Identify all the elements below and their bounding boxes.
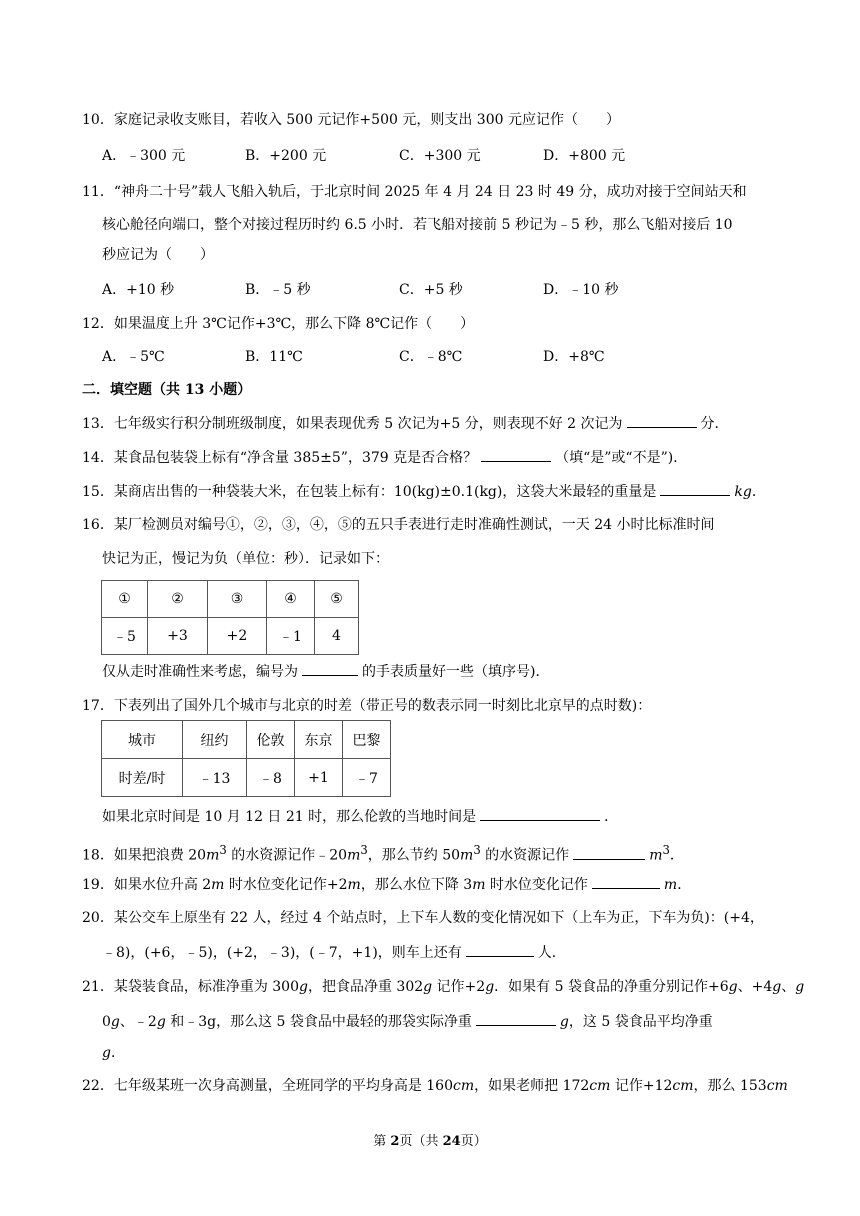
q19-text: 19．如果水位升高 2 (82, 877, 212, 893)
unit: m (649, 847, 663, 864)
table-header-cell: 伦敦 (247, 721, 295, 759)
exponent: 3 (473, 843, 481, 857)
answer-blank[interactable] (573, 845, 645, 860)
exponent: 3 (219, 843, 227, 857)
q21-text: ，这 5 袋食品平均净重 (568, 1014, 713, 1030)
question-14 (82, 447, 687, 468)
question-16-line-1: 16．某厂检测员对编号①，②，③，④，⑤的五只手表进行走时准确性测试，一天 24 小时比标准时间 (82, 517, 715, 533)
q22-text: ，那么 153 (693, 1078, 767, 1094)
unit: cm (766, 1078, 788, 1094)
q12-option-a: A．﹣5℃ (102, 349, 165, 365)
question-13 (82, 413, 729, 434)
q18-text: 的水资源记作﹣20 (226, 847, 348, 864)
unit: m (472, 877, 486, 893)
table-cell: +2 (208, 618, 267, 655)
footer-text: 页（共 (399, 1134, 443, 1149)
unit: cm (589, 1078, 611, 1094)
q11-option-a: A．+10 秒 (102, 282, 175, 298)
unit: g (728, 979, 738, 995)
q17-text-after: ． (604, 809, 619, 825)
q21-text: 、﹣2 (119, 1014, 157, 1030)
page-footer (0, 1130, 860, 1149)
question-11-line-2: 核心舱径向端口，整个对接过程历时约 6.5 小时．若飞船对接前 5 秒记为﹣5 秒，那么飞船对接后 10 (102, 217, 733, 233)
q18-text: 18．如果把浪费 20 (82, 847, 207, 864)
q10-option-c: C．+300 元 (399, 148, 481, 164)
table-cell: ﹣8 (247, 759, 295, 797)
watch-error-table (101, 580, 359, 655)
table-header-cell: 巴黎 (343, 721, 391, 759)
page-total: 24 (442, 1134, 461, 1149)
q21-text: ．如果有 5 袋食品的净重分别记作+6 (494, 979, 729, 995)
unit: g (485, 979, 495, 995)
q16-text-before: 仅从走时准确性来考虑，编号为 (102, 664, 298, 680)
q18-text: 的水资源记作 (480, 847, 570, 864)
q22-text: ，如果老师把 172 (474, 1078, 590, 1094)
unit: m (206, 847, 220, 864)
question-10 (82, 110, 620, 130)
unit: g (795, 979, 805, 995)
table-cell: ﹣13 (183, 759, 247, 797)
q10-option-b: B．+200 元 (245, 148, 327, 164)
question-21-line-1 (82, 977, 804, 997)
unit: g (110, 1014, 120, 1030)
q19-text: ，那么水位下降 3 (360, 877, 473, 893)
q15-text-before: 15．某商店出售的一种袋装大米，在包装上标有：10(kg)±0.1(kg)，这袋大米最轻的重量是 (82, 484, 657, 500)
q21-text: 和﹣3g，那么这 5 袋食品中最轻的那袋实际净重 (165, 1014, 472, 1030)
q10-option-a: A．﹣300 元 (102, 148, 186, 164)
question-17-line-2 (102, 806, 618, 827)
q15-period: ． (751, 484, 766, 500)
unit: m (663, 877, 678, 893)
q14-text-after: （填“是”或“不是”)． (555, 450, 688, 466)
table-cell: ﹣1 (267, 618, 315, 655)
table-header-cell: 纽约 (183, 721, 247, 759)
q20-text-after: 人． (537, 945, 566, 961)
q13-text-before: 13．七年级实行积分制班级制度，如果表现优秀 5 次记为+5 分，则表现不好 2 次记为 (82, 416, 623, 432)
table-header-cell: ② (148, 581, 208, 618)
q11-option-d: D．﹣10 秒 (543, 282, 619, 298)
answer-blank[interactable] (660, 481, 730, 496)
exponent: 3 (360, 843, 368, 857)
time-difference-table (101, 720, 391, 797)
answer-blank[interactable] (480, 806, 600, 821)
q18-period: ． (669, 847, 684, 864)
question-18 (82, 840, 684, 866)
section-2-heading: 二．填空题（共 13 小题） (82, 382, 252, 398)
answer-blank[interactable] (592, 874, 660, 889)
q11-option-b: B．﹣5 秒 (245, 282, 311, 298)
unit: g (559, 1014, 569, 1030)
table-cell: ﹣5 (102, 618, 148, 655)
q12-option-b: B．11℃ (245, 349, 303, 365)
table-header-cell: ① (102, 581, 148, 618)
question-20-line-2 (102, 942, 566, 963)
page-number: 2 (390, 1134, 400, 1149)
q19-period: ． (677, 877, 692, 893)
table-cell: 4 (315, 618, 359, 655)
unit: g (299, 979, 308, 995)
footer-text: 第 (373, 1134, 391, 1149)
unit: m (460, 847, 474, 864)
q12-option-d: D．+8℃ (543, 349, 605, 365)
unit: m (211, 877, 225, 893)
answer-blank[interactable] (466, 942, 534, 957)
unit: g (102, 1045, 111, 1061)
q21-text: 记作+2 (432, 979, 486, 995)
unit: m (347, 877, 361, 893)
question-21-line-2 (102, 1011, 713, 1032)
table-header-cell: ⑤ (315, 581, 359, 618)
q19-text: 时水位变化记作+2 (224, 877, 348, 893)
table-cell: +1 (295, 759, 343, 797)
q21-text: 0 (102, 1014, 111, 1030)
question-21-line-3 (102, 1043, 125, 1063)
q13-text-after: 分． (700, 416, 729, 432)
question-11-line-3: 秒应记为（ ） (102, 247, 214, 263)
question-22-line-1 (82, 1076, 788, 1096)
answer-blank[interactable] (302, 661, 358, 676)
question-17-line-1: 17．下表列出了国外几个城市与北京的时差（带正号的数表示同一时刻比北京早的点时数)： (82, 698, 652, 714)
table-header-cell: 城市 (102, 721, 183, 759)
unit: g (156, 1014, 166, 1030)
q20-text-before: ﹣8)，(+6，﹣5)，(+2，﹣3)，(﹣7，+1)，则车上还有 (102, 945, 462, 961)
q17-text-before: 如果北京时间是 10 月 12 日 21 时，那么伦敦的当地时间是 (102, 809, 477, 825)
question-15 (82, 481, 766, 502)
q11-option-c: C．+5 秒 (399, 282, 463, 298)
table-header-cell: ④ (267, 581, 315, 618)
q21-text: ，把食品净重 302 (307, 979, 424, 995)
table-cell: +3 (148, 618, 208, 655)
table-header-cell: 东京 (295, 721, 343, 759)
answer-blank[interactable] (476, 1011, 556, 1026)
unit: g (772, 979, 782, 995)
question-11-line-1: 11．“神舟二十号”载人飞船入轨后，于北京时间 2025 年 4 月 24 日 23 时 49 分，成功对接于空间站天和 (82, 184, 747, 200)
q21-text: 、+4 (737, 979, 773, 995)
q21-text: 21．某袋装食品，标准净重为 300 (82, 979, 299, 995)
unit: cm (453, 1078, 475, 1094)
table-cell: 时差/时 (102, 759, 183, 797)
q16-text-after: 的手表质量好一些（填序号)． (362, 664, 550, 680)
q22-text: 22．七年级某班一次身高测量，全班同学的平均身高是 160 (82, 1078, 453, 1094)
answer-blank[interactable] (481, 447, 551, 462)
answer-blank[interactable] (627, 413, 697, 428)
q10-option-d: D．+800 元 (543, 148, 626, 164)
q12-option-c: C．﹣8℃ (399, 349, 463, 365)
question-12: 12．如果温度上升 3℃记作+3℃，那么下降 8℃记作（ ） (82, 316, 475, 332)
question-19 (82, 874, 691, 895)
question-16-line-3 (102, 661, 549, 682)
q22-text: 记作+12 (610, 1078, 673, 1094)
q15-unit: kg (734, 484, 752, 500)
q19-text: 时水位变化记作 (485, 877, 588, 893)
q21-text: 、 (781, 979, 796, 995)
exponent: 3 (662, 843, 670, 857)
question-16-line-2: 快记为正，慢记为负（单位：秒）．记录如下： (102, 551, 389, 567)
footer-text: 页） (460, 1134, 487, 1149)
unit: cm (672, 1078, 694, 1094)
table-cell: ﹣7 (343, 759, 391, 797)
q14-text-before: 14．某食品包装袋上标有“净含量 385±5”，379 克是否合格？ (82, 450, 478, 466)
q18-text: ，那么节约 50 (367, 847, 461, 864)
table-header-cell: ③ (208, 581, 267, 618)
q21-period: ． (110, 1045, 125, 1061)
unit: g (423, 979, 433, 995)
question-20-line-1: 20．某公交车上原坐有 22 人，经过 4 个站点时，上下车人数的变化情况如下（上车为正，下车为负)：(+4， (82, 910, 764, 926)
unit: m (347, 847, 361, 864)
question-10-stem: 10．家庭记录收支账目，若收入 500 元记作+500 元，则支出 300 元应记作（ ） (82, 112, 620, 128)
